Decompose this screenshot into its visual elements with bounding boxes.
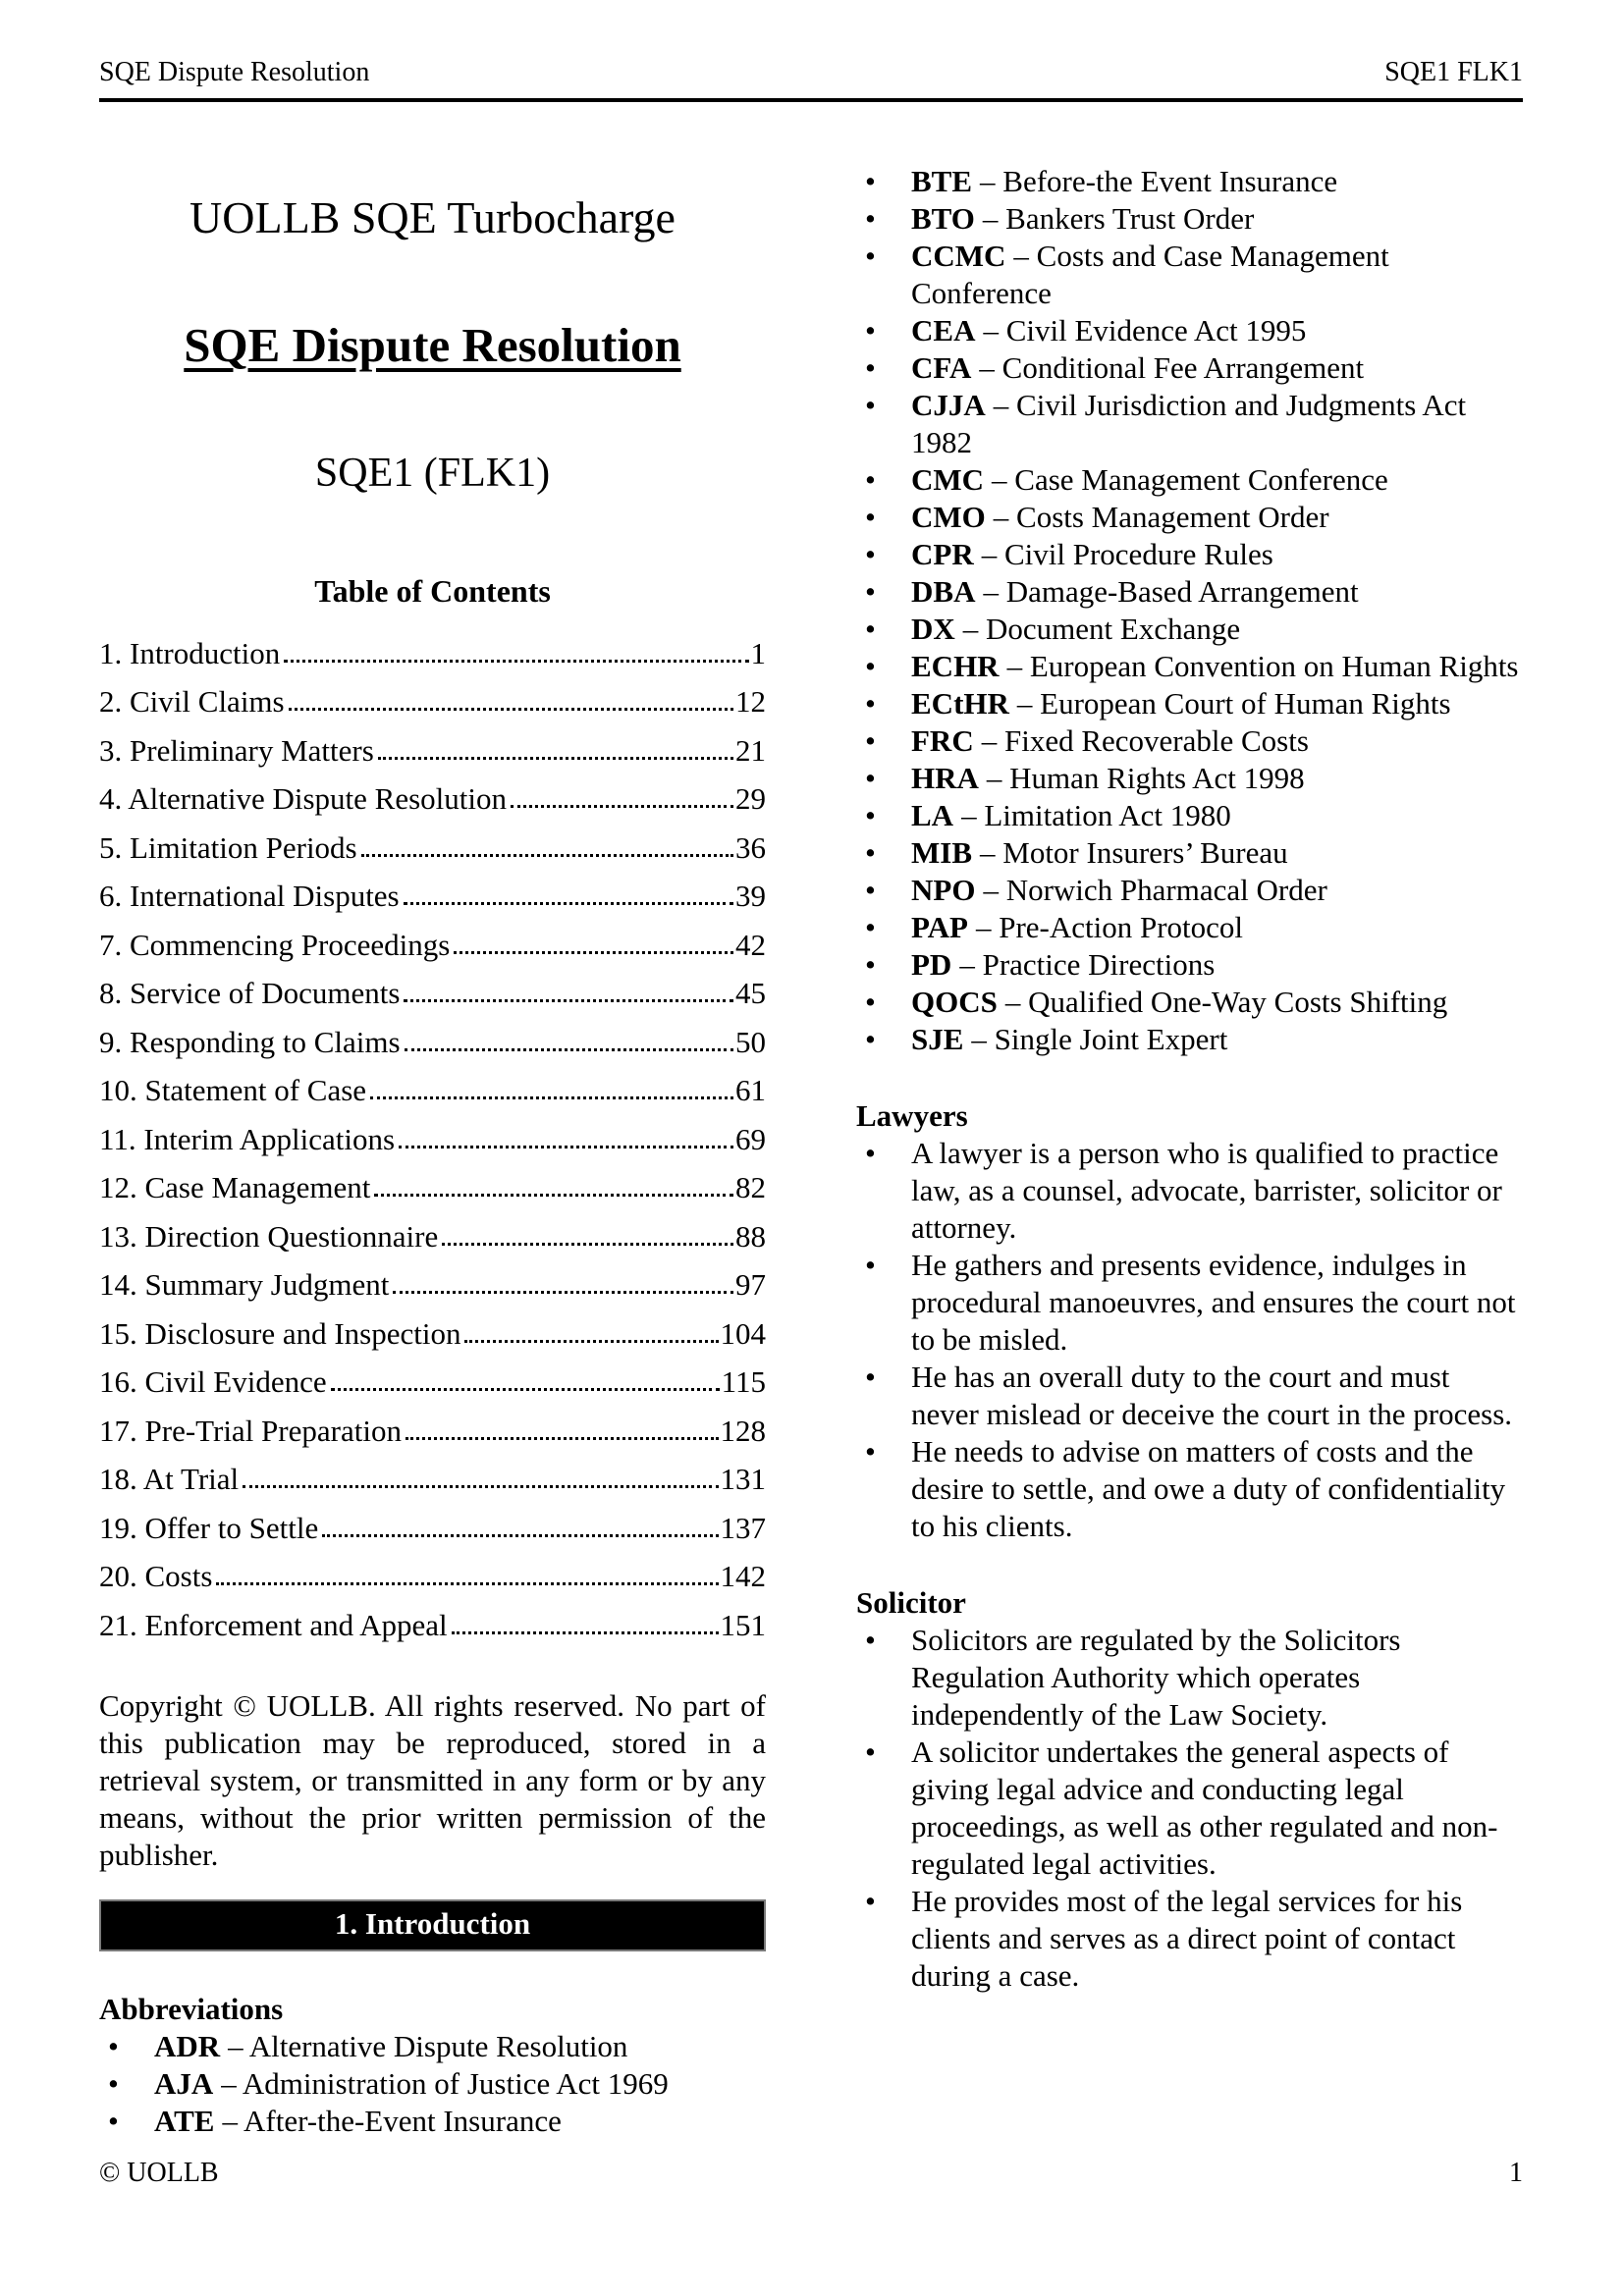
- abbreviation-text: [911, 312, 1523, 349]
- toc-entry-label: 10. Statement of Case: [99, 1073, 367, 1107]
- toc-entry-label: 12. Case Management: [99, 1170, 371, 1204]
- abbreviation-item: [856, 760, 1523, 797]
- abbreviation-term: ATE: [154, 2103, 215, 2138]
- bullet-icon: •: [865, 649, 876, 683]
- toc-entry-label: 2. Civil Claims: [99, 684, 285, 719]
- abbreviation-item: [856, 200, 1523, 238]
- toc-dot-leader: [243, 1485, 718, 1488]
- abbreviation-item: [856, 722, 1523, 760]
- bullet-icon: •: [865, 1248, 876, 1282]
- toc-entry: [99, 963, 766, 1012]
- toc-entry-label: 13. Direction Questionnaire: [99, 1218, 439, 1254]
- abbreviation-definition: – Human Rights Act 1998: [986, 761, 1305, 795]
- toc-entry: [99, 671, 766, 721]
- abbreviation-term: LA: [911, 798, 954, 832]
- toc-entry-label: 7. Commencing Proceedings: [99, 927, 451, 962]
- toc-entry-label: 4. Alternative Dispute Resolution: [99, 781, 508, 816]
- toc-dot-leader: [361, 854, 733, 857]
- toc-entry-label: 9. Responding to Claims: [99, 1024, 401, 1059]
- abbreviation-definition: – Fixed Recoverable Costs: [981, 723, 1309, 758]
- footer-page-number: 1: [1509, 2158, 1523, 2188]
- abbreviation-item: [856, 573, 1523, 611]
- abbreviation-text: [911, 909, 1523, 946]
- bullet-point: [856, 1622, 1523, 1734]
- abbreviation-definition: – Limitation Act 1980: [961, 798, 1231, 832]
- toc-dot-leader: [331, 1388, 720, 1391]
- bullet-icon: •: [865, 313, 876, 347]
- abbreviation-item: [856, 797, 1523, 834]
- abbreviation-text: [911, 1021, 1523, 1058]
- bullet-point: [856, 1433, 1523, 1545]
- toc-dot-leader: [404, 902, 733, 905]
- abbreviation-definition: – Case Management Conference: [992, 462, 1388, 497]
- bullet-icon: •: [865, 388, 876, 422]
- abbreviation-definition: – Norwich Pharmacal Order: [983, 873, 1327, 907]
- toc-entry-page-number: 39: [735, 879, 766, 913]
- toc-entry-label: 19. Offer to Settle: [99, 1510, 319, 1545]
- toc-entry: [99, 1255, 766, 1304]
- solicitor-heading: Solicitor: [856, 1585, 966, 1620]
- toc-entry-label: 20. Costs: [99, 1559, 213, 1593]
- toc-entry-page-number: 61: [735, 1073, 766, 1107]
- toc-entry: [99, 1060, 766, 1109]
- toc-dot-leader: [393, 1291, 733, 1294]
- bullet-icon: •: [865, 761, 876, 795]
- abbreviation-term: AJA: [154, 2065, 214, 2101]
- toc-entry-label: 8. Service of Documents: [99, 976, 401, 1010]
- toc-entry: [99, 622, 766, 671]
- abbreviation-text: [911, 387, 1523, 461]
- bullet-icon: •: [865, 239, 876, 273]
- toc-dot-leader: [378, 757, 733, 760]
- toc-dot-leader: [406, 1437, 719, 1440]
- toc-dot-leader: [284, 660, 748, 663]
- bullet-text: A solicitor undertakes the general aspects of giving legal advice and conducting legal proceedings, as well as other regulated and non-regulated legal activities.: [911, 1735, 1498, 1881]
- toc-entry-label: 15. Disclosure and Inspection: [99, 1315, 461, 1351]
- bullet-icon: •: [865, 910, 876, 944]
- abbreviation-item: [856, 611, 1523, 648]
- abbreviation-term: DBA: [911, 574, 976, 609]
- toc-heading: Table of Contents: [314, 573, 551, 609]
- abbreviation-definition: – Civil Procedure Rules: [981, 537, 1273, 571]
- abbreviations-list-left: [99, 2028, 766, 2140]
- abbreviation-text: [911, 760, 1523, 797]
- bullet-icon: •: [865, 612, 876, 646]
- abbreviation-definition: – Costs and Case Management Conference: [911, 239, 1389, 310]
- series-title: UOLLB SQE Turbocharge: [189, 192, 676, 242]
- toc-dot-leader: [464, 1340, 718, 1343]
- toc-entry-label: 1. Introduction: [99, 635, 281, 670]
- abbreviation-text: [911, 946, 1523, 984]
- toc-entry: [99, 1011, 766, 1060]
- abbreviation-text: [911, 834, 1523, 872]
- toc-entry: [99, 817, 766, 866]
- right-column: [856, 126, 1523, 2140]
- toc-dot-leader: [399, 1146, 733, 1148]
- toc-entry: [99, 1546, 766, 1595]
- abbreviation-text: [911, 163, 1523, 200]
- toc-entry-page-number: 82: [735, 1170, 766, 1204]
- bullet-icon: •: [865, 1360, 876, 1394]
- abbreviation-definition: – Civil Evidence Act 1995: [983, 313, 1307, 347]
- toc-entry-page-number: 1: [750, 635, 766, 670]
- book-title: SQE Dispute Resolution: [184, 318, 681, 372]
- abbreviation-text: [911, 872, 1523, 909]
- abbreviation-item: [856, 1021, 1523, 1058]
- toc-entry: [99, 720, 766, 769]
- left-column: [99, 126, 766, 2140]
- abbreviation-text: [911, 611, 1523, 648]
- abbreviation-item: [856, 834, 1523, 872]
- header-exam-code: SQE1 FLK1: [1384, 57, 1523, 87]
- copyright-notice: Copyright © UOLLB. All rights reserved. No part of this publication may be reproduced, stored in a retrieval system, or transmitted in any form or by any means, without the prior written permission of the publisher.: [99, 1687, 766, 1872]
- abbreviation-item: [856, 648, 1523, 685]
- abbreviations-list-right: [856, 163, 1523, 1058]
- abbreviation-term: CFA: [911, 350, 972, 385]
- abbreviation-text: [911, 722, 1523, 760]
- abbreviation-term: CCMC: [911, 239, 1006, 273]
- toc-dot-leader: [289, 708, 733, 711]
- abbreviation-text: [911, 984, 1523, 1021]
- abbreviation-item: [856, 387, 1523, 461]
- toc-dot-leader: [374, 1194, 733, 1197]
- toc-entry-page-number: 69: [735, 1121, 766, 1156]
- bullet-icon: •: [865, 985, 876, 1019]
- abbreviation-definition: – Single Joint Expert: [971, 1022, 1228, 1056]
- abbreviation-item: [856, 238, 1523, 312]
- abbreviation-term: SJE: [911, 1022, 964, 1056]
- bullet-point: [856, 1247, 1523, 1359]
- abbreviation-term: PAP: [911, 910, 968, 944]
- lawyers-bullet-list: [856, 1135, 1523, 1545]
- toc-dot-leader: [454, 951, 733, 954]
- toc-entry: [99, 1449, 766, 1498]
- toc-dot-leader: [405, 1048, 733, 1051]
- bullet-icon: •: [865, 462, 876, 497]
- toc-entry-page-number: 36: [735, 829, 766, 865]
- bullet-point: [856, 1734, 1523, 1883]
- bullet-icon: •: [865, 574, 876, 609]
- abbreviation-term: ECHR: [911, 649, 1000, 683]
- abbreviation-text: [911, 685, 1523, 722]
- toc-dot-leader: [322, 1534, 718, 1537]
- abbreviation-text: [154, 2065, 766, 2103]
- toc-entry-page-number: 12: [735, 684, 766, 719]
- bullet-icon: •: [865, 835, 876, 870]
- abbreviations-heading: Abbreviations: [99, 1991, 284, 2026]
- toc-entry-page-number: 97: [735, 1267, 766, 1302]
- abbreviation-text: [911, 238, 1523, 312]
- toc-dot-leader: [452, 1631, 719, 1634]
- abbreviation-term: ADR: [154, 2028, 221, 2063]
- bullet-text: Solicitors are regulated by the Solicitors Regulation Authority which operates independently of the Law Society.: [911, 1623, 1401, 1732]
- bullet-text: He gathers and presents evidence, indulges in procedural manoeuvres, and ensures the court not to be misled.: [911, 1248, 1516, 1357]
- abbreviation-definition: – Practice Directions: [959, 947, 1216, 982]
- toc-dot-leader: [404, 999, 733, 1002]
- abbreviation-term: PD: [911, 947, 952, 982]
- abbreviation-item: [856, 499, 1523, 536]
- toc-entry: [99, 1497, 766, 1546]
- bullet-icon: •: [865, 500, 876, 534]
- toc-entry-label: 16. Civil Evidence: [99, 1364, 327, 1399]
- bullet-icon: •: [865, 537, 876, 571]
- abbreviation-text: [911, 648, 1523, 685]
- abbreviation-definition: – Bankers Trust Order: [982, 201, 1255, 236]
- abbreviation-term: BTO: [911, 201, 975, 236]
- toc-entry-page-number: 131: [720, 1462, 766, 1496]
- abbreviation-term: CPR: [911, 537, 974, 571]
- toc-entry-label: 3. Preliminary Matters: [99, 732, 374, 768]
- abbreviation-text: [911, 797, 1523, 834]
- bullet-icon: •: [108, 2065, 119, 2101]
- abbreviation-definition: – Damage-Based Arrangement: [983, 574, 1359, 609]
- bullet-icon: •: [865, 201, 876, 236]
- toc-entry-page-number: 45: [735, 976, 766, 1010]
- bullet-icon: •: [865, 947, 876, 982]
- bullet-icon: •: [108, 2028, 119, 2063]
- abbreviation-term: FRC: [911, 723, 974, 758]
- toc-entry-page-number: 137: [720, 1510, 766, 1545]
- section-banner: 1. Introduction: [99, 1899, 766, 1951]
- abbreviation-text: [911, 499, 1523, 536]
- toc-entry: [99, 1352, 766, 1401]
- toc-dot-leader: [370, 1096, 733, 1099]
- abbreviation-definition: – Civil Jurisdiction and Judgments Act 1982: [911, 388, 1467, 459]
- header-running-title: SQE Dispute Resolution: [99, 57, 370, 87]
- bullet-point: [856, 1359, 1523, 1433]
- bullet-icon: •: [865, 686, 876, 721]
- abbreviation-item: [99, 2065, 766, 2103]
- abbreviation-item: [856, 685, 1523, 722]
- abbreviation-item: [856, 349, 1523, 387]
- toc-entry-label: 5. Limitation Periods: [99, 829, 357, 865]
- toc-entry-label: 18. At Trial: [99, 1462, 240, 1496]
- abbreviation-definition: – After-the-Event Insurance: [222, 2103, 562, 2138]
- toc-entry: [99, 1205, 766, 1255]
- page-header: [99, 57, 1523, 102]
- abbreviation-text: [911, 573, 1523, 611]
- toc-entry: [99, 914, 766, 963]
- abbreviation-item: [856, 909, 1523, 946]
- toc-entry-page-number: 42: [735, 927, 766, 962]
- bullet-icon: •: [865, 1136, 876, 1170]
- toc-entry-page-number: 29: [735, 781, 766, 816]
- toc-entry-page-number: 88: [735, 1218, 766, 1254]
- toc-entry-page-number: 128: [720, 1413, 766, 1448]
- bullet-point: [856, 1883, 1523, 1995]
- bullet-text: He provides most of the legal services for his clients and serves as a direct point of contact during a case.: [911, 1884, 1463, 1993]
- toc-entry-label: 14. Summary Judgment: [99, 1267, 390, 1302]
- abbreviation-item: [856, 461, 1523, 499]
- toc-entry: [99, 1594, 766, 1643]
- abbreviation-definition: – Qualified One-Way Costs Shifting: [1004, 985, 1448, 1019]
- abbreviation-definition: – European Court of Human Rights: [1016, 686, 1451, 721]
- bullet-icon: •: [865, 1884, 876, 1918]
- toc-dot-leader: [442, 1243, 733, 1246]
- abbreviation-text: [911, 349, 1523, 387]
- abbreviation-text: [911, 461, 1523, 499]
- toc-entry: [99, 1400, 766, 1449]
- abbreviation-term: NPO: [911, 873, 976, 907]
- abbreviation-term: ECtHR: [911, 686, 1009, 721]
- toc-dot-leader: [216, 1582, 718, 1585]
- toc-entry-page-number: 21: [735, 732, 766, 768]
- toc-dot-leader: [511, 805, 733, 808]
- table-of-contents: [99, 622, 766, 1643]
- lawyers-heading: Lawyers: [856, 1098, 968, 1133]
- abbreviation-text: [154, 2028, 766, 2065]
- bullet-text: He needs to advise on matters of costs and the desire to settle, and owe a duty of confidentiality to his clients.: [911, 1434, 1506, 1543]
- abbreviation-definition: – Motor Insurers’ Bureau: [980, 835, 1288, 870]
- toc-entry-label: 11. Interim Applications: [99, 1121, 396, 1156]
- abbreviation-text: [911, 536, 1523, 573]
- abbreviation-definition: – Costs Management Order: [993, 500, 1329, 534]
- bullet-icon: •: [865, 798, 876, 832]
- abbreviation-definition: – Pre-Action Protocol: [975, 910, 1244, 944]
- footer-copyright: © UOLLB: [99, 2158, 219, 2188]
- abbreviation-item: [856, 946, 1523, 984]
- toc-entry-label: 21. Enforcement and Appeal: [99, 1607, 448, 1642]
- abbreviation-item: [856, 312, 1523, 349]
- abbreviation-item: [856, 536, 1523, 573]
- toc-entry-label: 6. International Disputes: [99, 879, 400, 913]
- abbreviation-term: DX: [911, 612, 955, 646]
- bullet-icon: •: [865, 1434, 876, 1468]
- bullet-text: He has an overall duty to the court and must never mislead or deceive the court in the process.: [911, 1360, 1513, 1431]
- page-footer: [99, 2158, 1523, 2189]
- bullet-icon: •: [865, 350, 876, 385]
- abbreviation-item: [99, 2103, 766, 2140]
- toc-entry: [99, 769, 766, 818]
- toc-entry-page-number: 151: [720, 1607, 766, 1642]
- toc-entry-page-number: 50: [735, 1024, 766, 1059]
- two-column-body: [99, 126, 1523, 2140]
- abbreviation-term: CEA: [911, 313, 976, 347]
- abbreviation-text: [911, 200, 1523, 238]
- abbreviation-definition: – Administration of Justice Act 1969: [221, 2065, 669, 2101]
- abbreviation-definition: – Conditional Fee Arrangement: [979, 350, 1365, 385]
- bullet-point: [856, 1135, 1523, 1247]
- bullet-icon: •: [865, 1022, 876, 1056]
- exam-subtitle: SQE1 (FLK1): [314, 451, 551, 496]
- abbreviation-item: [856, 163, 1523, 200]
- bullet-icon: •: [865, 1735, 876, 1769]
- abbreviation-definition: – Before-the Event Insurance: [980, 164, 1338, 198]
- toc-entry: [99, 1303, 766, 1352]
- bullet-icon: •: [865, 1623, 876, 1657]
- abbreviation-term: CMO: [911, 500, 986, 534]
- abbreviation-term: BTE: [911, 164, 973, 198]
- abbreviation-term: CJJA: [911, 388, 986, 422]
- bullet-icon: •: [865, 723, 876, 758]
- abbreviation-text: [154, 2103, 766, 2140]
- abbreviation-term: HRA: [911, 761, 979, 795]
- toc-entry: [99, 1157, 766, 1206]
- bullet-icon: •: [108, 2103, 119, 2138]
- abbreviation-definition: – European Convention on Human Rights: [1006, 649, 1519, 683]
- toc-entry: [99, 1108, 766, 1157]
- toc-entry-page-number: 142: [720, 1559, 766, 1593]
- abbreviation-term: QOCS: [911, 985, 998, 1019]
- abbreviation-item: [99, 2028, 766, 2065]
- toc-entry-label: 17. Pre-Trial Preparation: [99, 1413, 402, 1448]
- abbreviation-item: [856, 984, 1523, 1021]
- bullet-icon: •: [865, 873, 876, 907]
- bullet-icon: •: [865, 164, 876, 198]
- abbreviation-definition: – Alternative Dispute Resolution: [228, 2028, 628, 2063]
- toc-entry: [99, 866, 766, 915]
- abbreviation-term: MIB: [911, 835, 972, 870]
- toc-entry-page-number: 104: [720, 1315, 766, 1351]
- abbreviation-term: CMC: [911, 462, 985, 497]
- toc-entry-page-number: 115: [721, 1364, 766, 1399]
- solicitor-bullet-list: [856, 1622, 1523, 1995]
- abbreviation-definition: – Document Exchange: [962, 612, 1241, 646]
- abbreviation-item: [856, 872, 1523, 909]
- bullet-text: A lawyer is a person who is qualified to practice law, as a counsel, advocate, barrister, solicitor or attorney.: [911, 1136, 1502, 1245]
